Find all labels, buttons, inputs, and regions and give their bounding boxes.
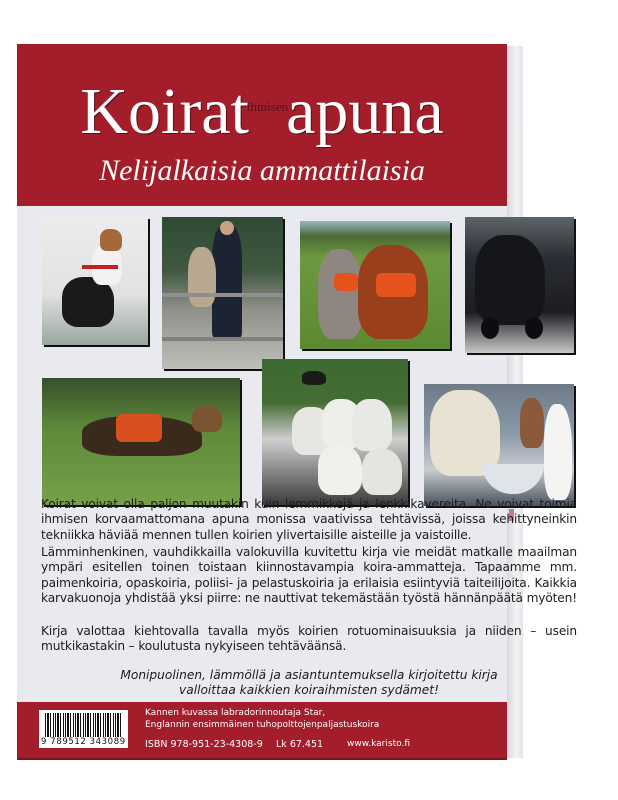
isbn-text: ISBN 978-951-23-4308-9 — [145, 739, 263, 750]
photo-rescue-dogs — [300, 221, 450, 349]
cover-photo-credit — [145, 707, 379, 731]
library-class: Lk 67.451 — [276, 739, 324, 750]
blurb-quote-line-2: valloittaa kaikkien koiraihmisten sydämet! — [179, 683, 439, 698]
footer-banner — [17, 702, 507, 760]
photo-herding-sheep — [262, 359, 408, 505]
title-word-apuna: apuna — [286, 75, 444, 148]
title-word-koirat: Koirat — [80, 75, 249, 148]
title-word-ihmisen: ihmisen — [246, 99, 289, 114]
photo-black-poodle — [465, 217, 574, 353]
credit-line-2: Englannin ensimmäinen tuhopolttojenpaljastuskoira — [145, 720, 380, 730]
blurb-quote — [41, 668, 577, 699]
photo-beagle-harness — [42, 217, 148, 345]
description-paragraph-3: Kirja valottaa kiehtovalla tavalla myös koirien rotuominaisuuksia ja niiden – usein mutkikastakin – koulutusta nykyiseen tehtäväänsä. — [41, 624, 577, 654]
book-subtitle: Nelijalkaisia ammattilaisia — [99, 154, 425, 187]
photo-running-shepherd — [42, 378, 240, 505]
photo-guard-dog-goats — [424, 384, 574, 506]
blurb-quote-line-1: Monipuolinen, lämmöllä ja asiantuntemuksella kirjoitettu kirja — [120, 668, 498, 682]
description-paragraph-1: Koirat voivat olla paljon muutakin kuin lemmikkejä ja lenkkikavereita. Ne voivat toimia ihmisen korvaamattomana apuna monissa vaativissa tehtävissä, joissa kehittyneinkin tekniikka häviää mennen tullen koirien ylivertaisille aisteille ja vaistoille. — [41, 497, 577, 542]
book-title — [17, 72, 507, 147]
publisher-website: www.karisto.fi — [347, 739, 410, 749]
credit-line-1: Kannen kuvassa labradorinnoutaja Star, — [145, 708, 326, 718]
photo-police-dog — [162, 217, 283, 369]
description-paragraph-2: Lämminhenkinen, vauhdikkailla valokuvilla kuvitettu kirja vie meidät matkalle maailman ympäri esitellen toinen toistaan kiinnostavampia koira-ammatteja. Tapaamme mm. paimenkoiria, opaskoiria, poliisi- ja pelastuskoiria ja erilaisia esiintyviä taiteilijoita. Kaikkia karvakuonoja yhdistää yksi piirre: ne nauttivat tekemästään työstä hännänpäätä myöten! — [41, 545, 577, 606]
title-banner — [17, 44, 507, 206]
isbn-barcode — [39, 710, 128, 748]
barcode-bars — [45, 713, 121, 737]
barcode-number: 9 789512 343089 — [41, 737, 126, 747]
